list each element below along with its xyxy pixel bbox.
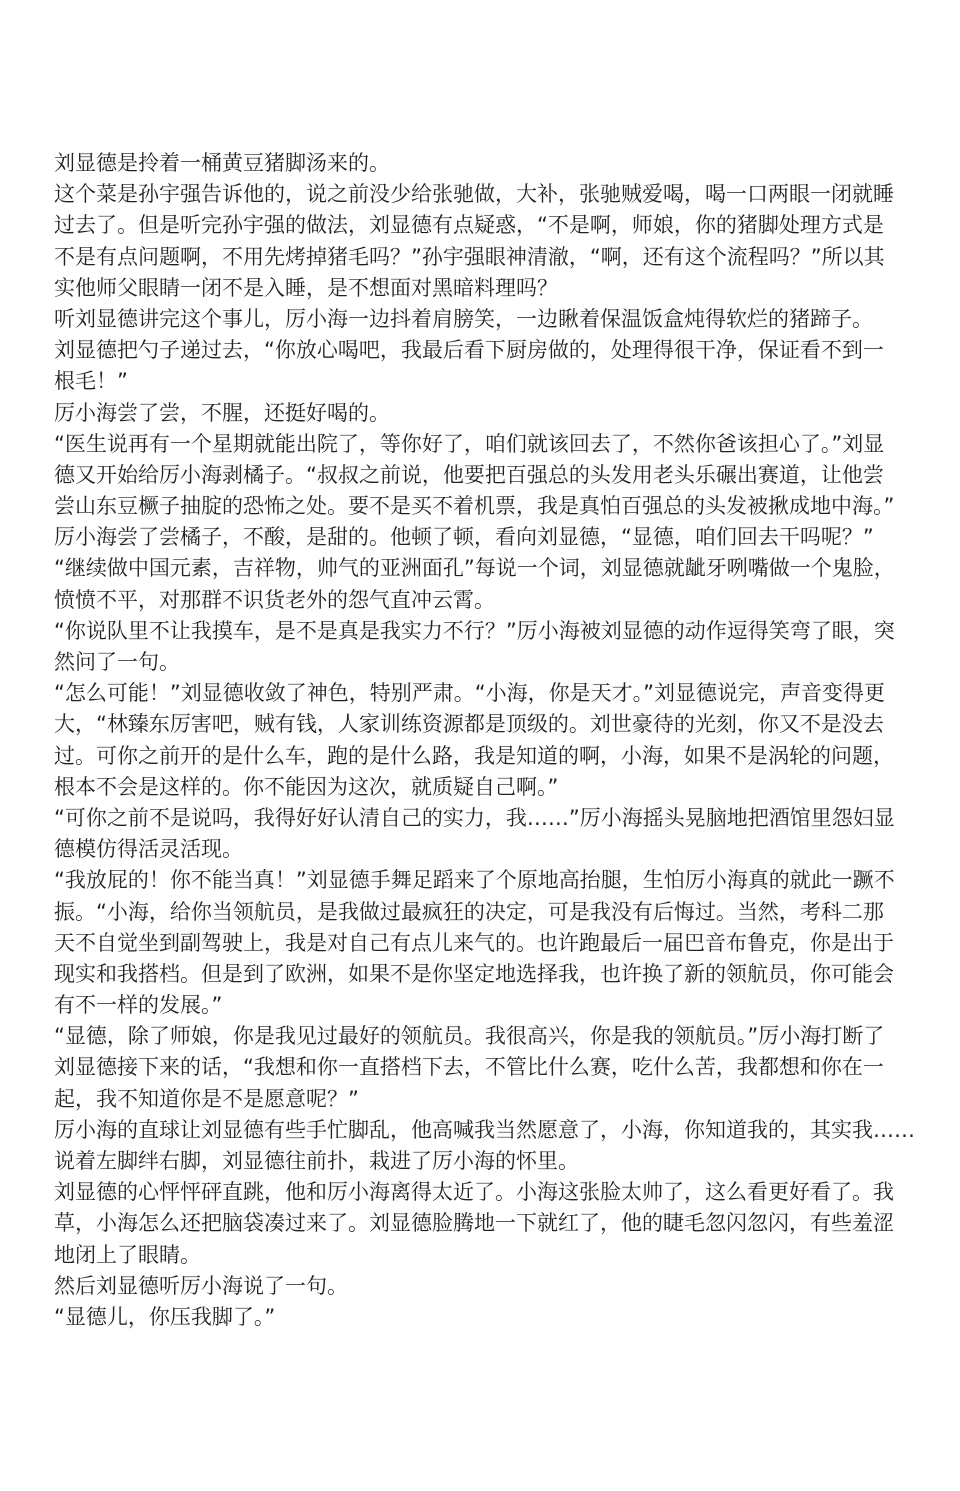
text-line: 德模仿得活灵活现。: [54, 837, 243, 862]
text-line: “显德，除了师娘，你是我见过最好的领航员。我很高兴，你是我的领航员。”厉小海打断了: [54, 1024, 885, 1049]
text-line: 说着左脚绊右脚，刘显德往前扑，栽进了厉小海的怀里。: [54, 1149, 579, 1173]
text-line: “我放屁的！你不能当真！”刘显德手舞足蹈来了个原地高抬腿，生怕厉小海真的就此一蹶不: [54, 868, 895, 893]
text-line: 刘显德把勺子递过去，“你放心喝吧，我最后看下厨房做的，处理得很干净，保证看不到一: [54, 338, 884, 363]
text-line: 振。“小海，给你当领航员，是我做过最疯狂的决定，可是我没有后悔过。当然，考科二那: [54, 899, 884, 924]
text-line: 过去了。但是听完孙宇强的做法，刘显德有点疑惑，“不是啊，师娘，你的猪脚处理方式是: [54, 213, 884, 238]
text-line: [54, 1333, 910, 1364]
text-line: 根毛！”: [54, 369, 128, 394]
text-line: 然后刘显德听厉小海说了一句。: [54, 1273, 348, 1298]
document-body: [54, 148, 915, 1364]
text-line: 草，小海怎么还把脑袋凑过来了。刘显德脸腾地一下就红了，他的睫毛忽闪忽闪，有些羞涩: [54, 1211, 894, 1236]
text-line: 天不自觉坐到副驾驶上，我是对自己有点儿来气的。也许跑最后一届巴音布鲁克，你是出于: [54, 930, 894, 955]
text-line: 刘显德的心怦怦砰直跳，他和厉小海离得太近了。小海这张脸太帅了，这么看更好看了。我: [54, 1180, 894, 1205]
text-line: 德又开始给厉小海剥橘子。“叔叔之前说，他要把百强总的头发用老头乐碾出赛道，让他尝: [54, 462, 884, 487]
text-line: 根本不会是这样的。你不能因为这次，就质疑自己啊。”: [54, 774, 559, 799]
text-line: 厉小海的直球让刘显德有些手忙脚乱，他高喊我当然愿意了，小海，你知道我的，其实我……: [54, 1117, 915, 1142]
text-line: “医生说再有一个星期就能出院了，等你好了，咱们就该回去了，不然你爸该担心了。”刘显: [54, 431, 885, 456]
text-line: 起，我不知道你是不是愿意呢？”: [54, 1086, 359, 1111]
text-line: 过。可你之前开的是什么车，跑的是什么路，我是知道的啊，小海，如果不是涡轮的问题，: [54, 743, 894, 768]
text-line: “怎么可能！”刘显德收敛了神色，特别严肃。“小海，你是天才。”刘显德说完，声音变得更: [54, 681, 886, 706]
text-line: “可你之前不是说吗，我得好好认清自己的实力，我……”厉小海摇头晃脑地把酒馆里怨妇显: [54, 805, 895, 830]
text-line: 实他师父眼睛一闭不是入睡，是不想面对黑暗料理吗？: [54, 275, 558, 300]
text-line: 刘显德是拎着一桶黄豆猪脚汤来的。: [54, 151, 390, 175]
text-line: 这个菜是孙宇强告诉他的，说之前没少给张驰做，大补，张驰贼爱喝，喝一口两眼一闭就睡: [54, 182, 894, 207]
text-line: 厉小海尝了尝橘子，不酸，是甜的。他顿了顿，看向刘显德，“显德，咱们回去干吗呢？”: [54, 525, 874, 550]
text-line: 地闭上了眼睛。: [54, 1242, 201, 1267]
text-line: 现实和我搭档。但是到了欧洲，如果不是你坚定地选择我，也许换了新的领航员，你可能会: [54, 961, 894, 986]
text-line: 刘显德接下来的话，“我想和你一直搭档下去，不管比什么赛，吃什么苦，我都想和你在一: [54, 1055, 884, 1080]
text-line: 有不一样的发展。”: [54, 993, 223, 1018]
text-line: 听刘显德讲完这个事儿，厉小海一边抖着肩膀笑，一边瞅着保温饭盒炖得软烂的猪蹄子。: [54, 306, 873, 331]
text-line: 然问了一句。: [54, 650, 180, 674]
text-line: 尝山东豆橛子抽腚的恐怖之处。要不是买不着机票，我是真怕百强总的头发被揪成地中海。”: [54, 494, 895, 519]
text-line: “继续做中国元素，吉祥物，帅气的亚洲面孔”每说一个词，刘显德就龇牙咧嘴做一个鬼脸，: [54, 556, 895, 581]
text-line: 厉小海尝了尝，不腥，还挺好喝的。: [54, 400, 390, 425]
text-line: 不是有点问题啊，不用先烤掉猪毛吗？”孙宇强眼神清澈，“啊，还有这个流程吗？”所以其: [54, 244, 885, 269]
text-line: “显德儿，你压我脚了。”: [54, 1304, 276, 1329]
text-line: 大，“林臻东厉害吧，贼有钱，人家训练资源都是顶级的。刘世豪待的光刻，你又不是没去: [54, 712, 884, 737]
text-line: 愤愤不平，对那群不识货老外的怨气直冲云霄。: [54, 587, 495, 612]
text-line: “你说队里不让我摸车，是不是真是我实力不行？”厉小海被刘显德的动作逗得笑弯了眼，突: [54, 618, 895, 643]
